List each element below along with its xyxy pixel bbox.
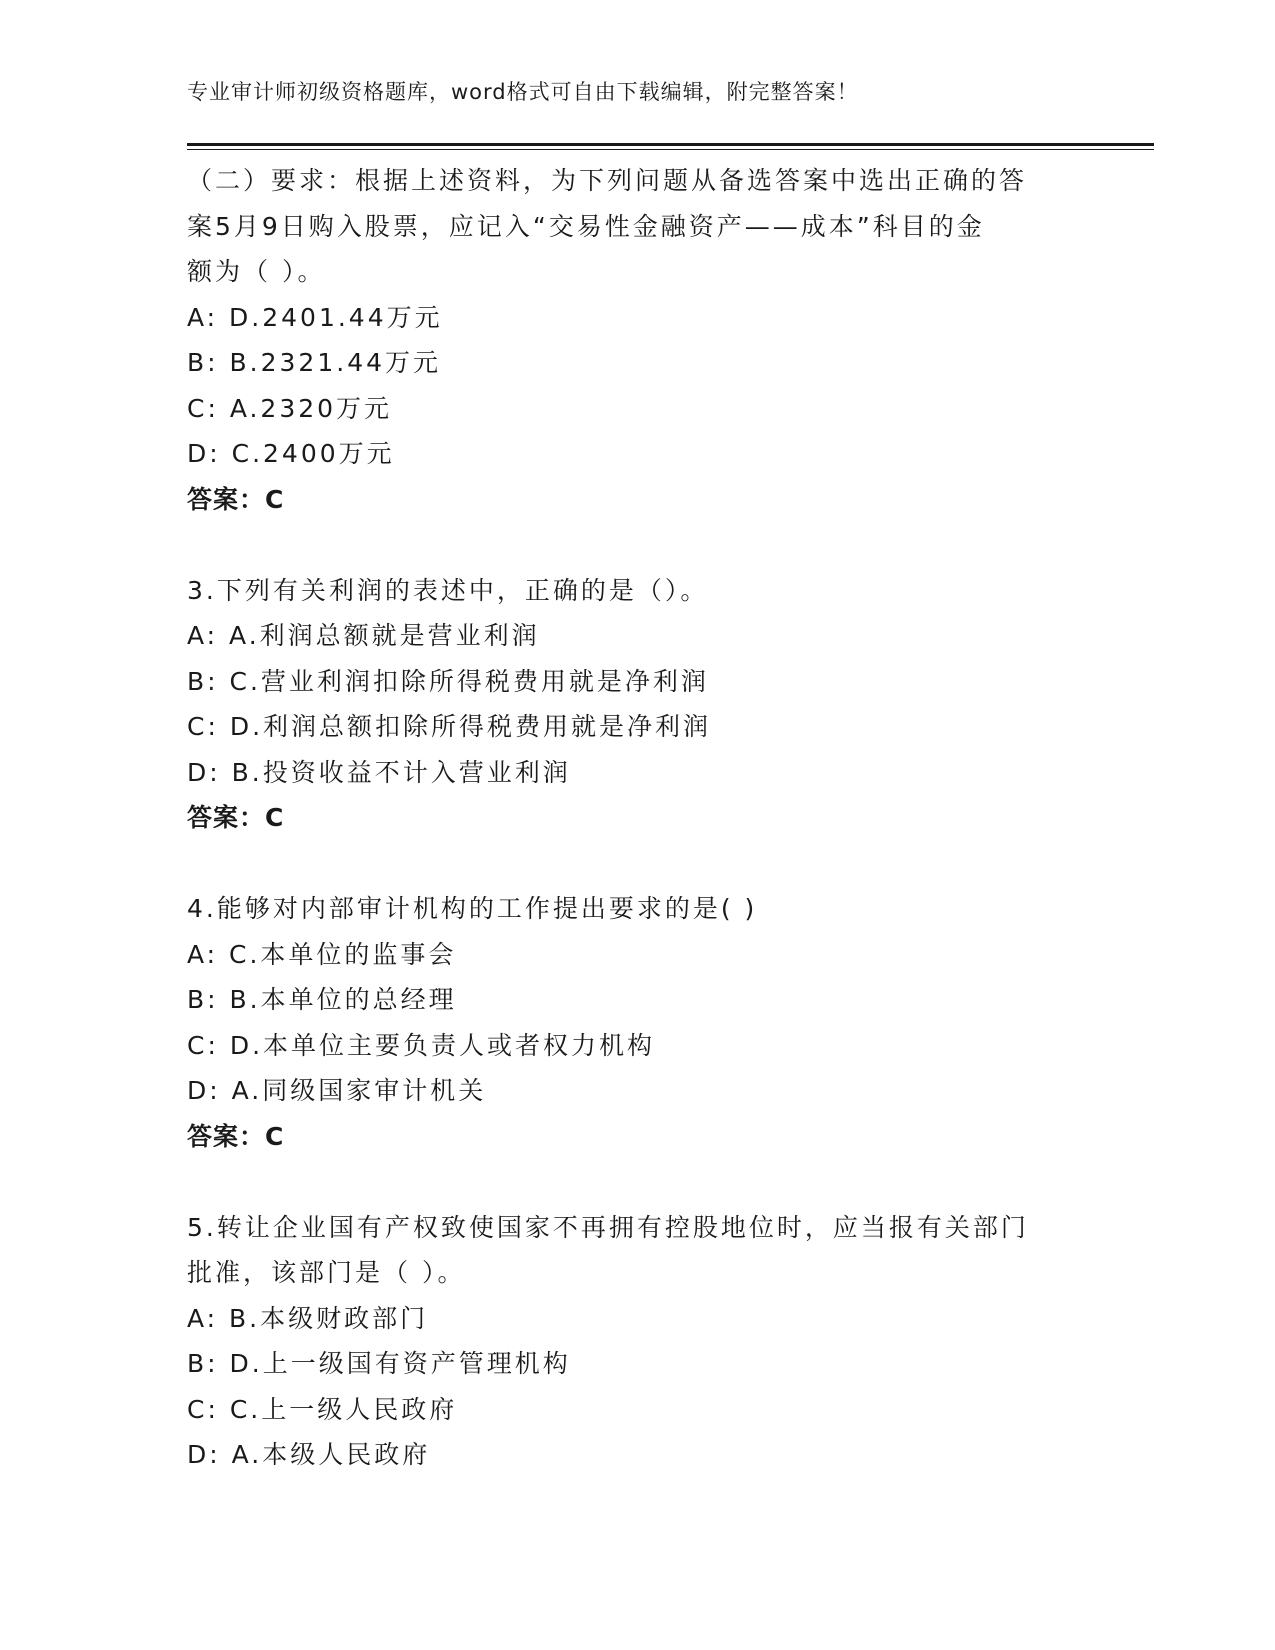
header-divider	[187, 143, 1154, 146]
answer-line: 答案：C	[187, 484, 285, 514]
option-a: A: A.利润总额就是营业利润	[187, 621, 540, 650]
question-block	[187, 158, 1067, 522]
spacer	[187, 522, 1067, 568]
spacer	[187, 841, 1067, 887]
option-d: D: A.本级人民政府	[187, 1440, 431, 1469]
question-stem-line: 案5月9日购入股票，应记入“交易性金融资产——成本”科目的金	[187, 211, 985, 241]
page-header: 专业审计师初级资格题库，word格式可自由下载编辑，附完整答案！	[187, 80, 859, 104]
option-c: C: D.本单位主要负责人或者权力机构	[187, 1030, 656, 1060]
question-block	[187, 568, 1067, 841]
question-stem-line: 批准，该部门是（ ）。	[187, 1258, 466, 1287]
option-c: C: D.利润总额扣除所得税费用就是净利润	[187, 712, 712, 741]
question-block	[187, 1205, 1067, 1478]
option-d: D: C.2400万元	[187, 439, 395, 468]
question-stem-line: 3.下列有关利润的表述中，正确的是（）。	[187, 575, 709, 605]
option-b: B: B.本单位的总经理	[187, 985, 457, 1014]
question-stem-line: 5.转让企业国有产权致使国家不再拥有控股地位时，应当报有关部门	[187, 1212, 1029, 1242]
answer-line: 答案：C	[187, 803, 285, 832]
option-b: B: B.2321.44万元	[187, 348, 441, 377]
option-b: B: C.营业利润扣除所得税费用就是净利润	[187, 666, 709, 696]
option-d: D: B.投资收益不计入营业利润	[187, 757, 571, 787]
option-c: C: C.上一级人民政府	[187, 1394, 458, 1424]
option-d: D: A.同级国家审计机关	[187, 1076, 487, 1105]
option-a: A: C.本单位的监事会	[187, 939, 457, 969]
question-stem-line: （二）要求：根据上述资料，为下列问题从备选答案中选出正确的答	[187, 166, 1028, 195]
answer-line: 答案：C	[187, 1121, 285, 1151]
option-a: A: D.2401.44万元	[187, 302, 443, 332]
question-stem-line: 额为（ ）。	[187, 257, 326, 286]
question-block	[187, 886, 1067, 1159]
option-c: C: A.2320万元	[187, 393, 393, 423]
question-stem-line: 4.能够对内部审计机构的工作提出要求的是( )	[187, 894, 758, 923]
option-a: A: B.本级财政部门	[187, 1303, 429, 1333]
spacer	[187, 1159, 1067, 1205]
question-list	[187, 158, 1067, 1478]
option-b: B: D.上一级国有资产管理机构	[187, 1349, 571, 1378]
